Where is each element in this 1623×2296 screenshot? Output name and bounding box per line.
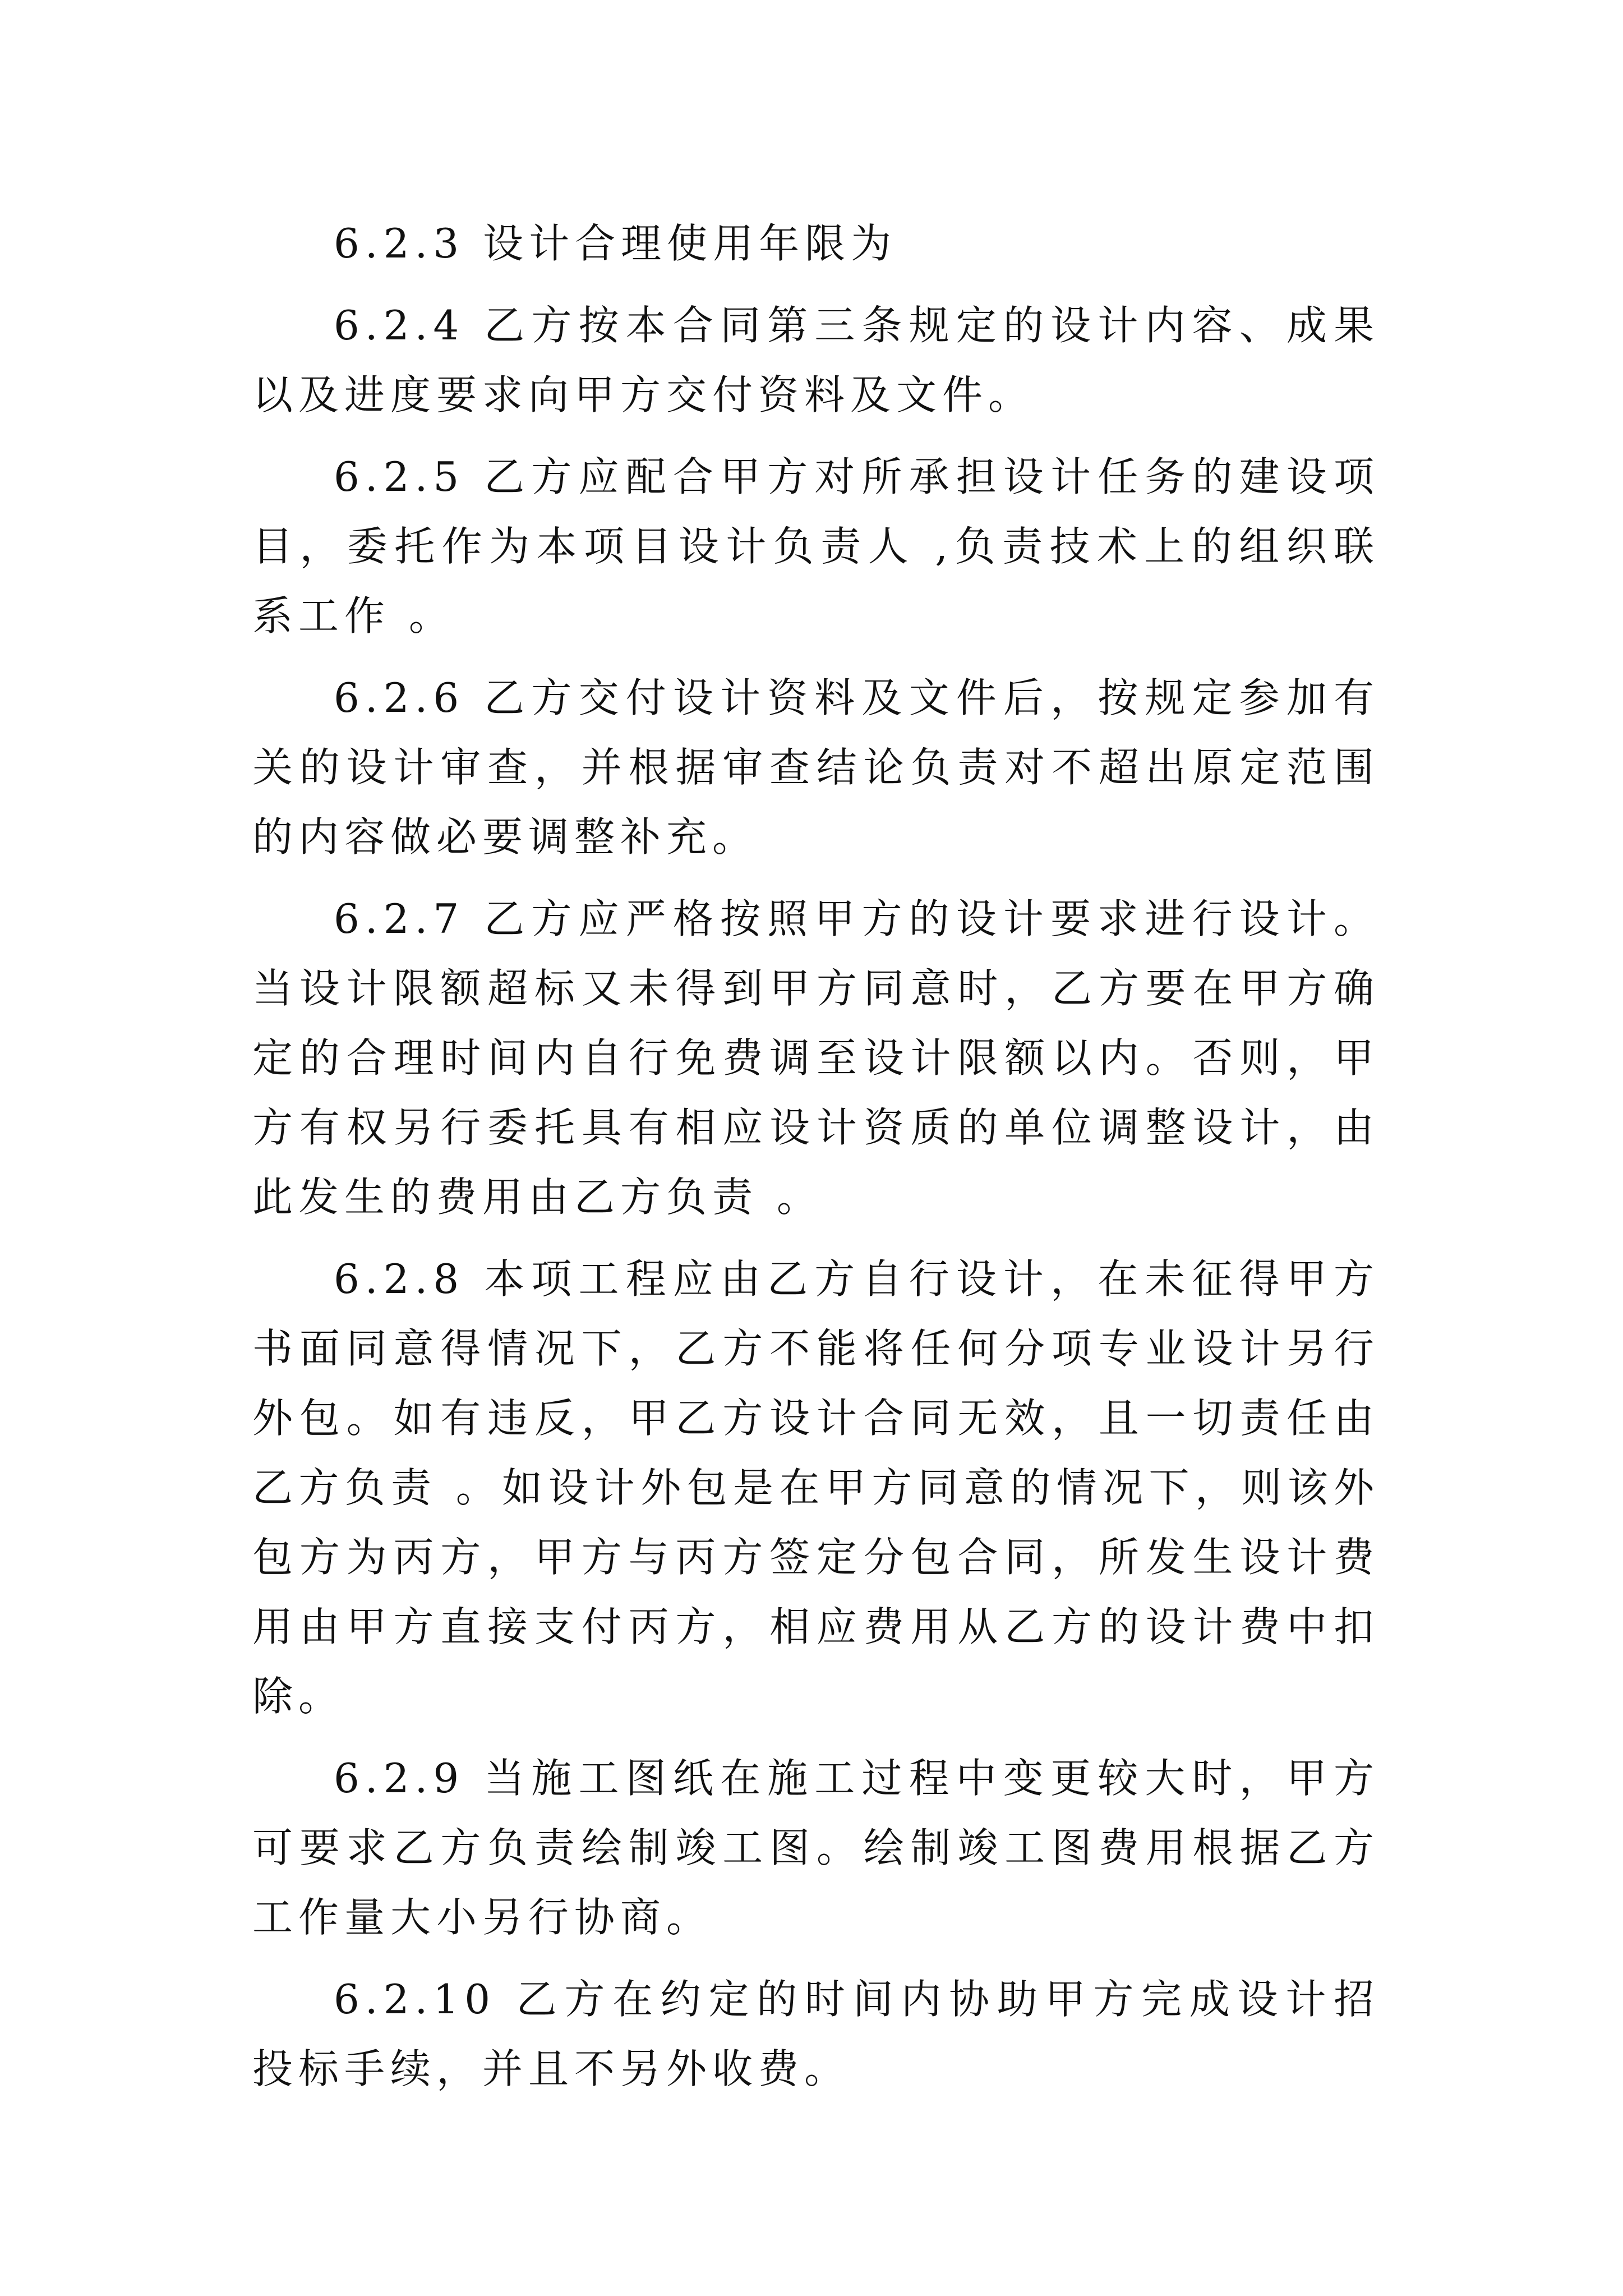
clause-6-2-4: 6.2.4 乙方按本合同第三条规定的设计内容、成果以及进度要求向甲方交付资料及文件。 bbox=[252, 302, 1380, 418]
clause-list bbox=[252, 209, 1380, 2116]
clause-6-2-6: 6.2.6 乙方交付设计资料及文件后，按规定参加有关的设计审查，并根据审查结论负责对不超出原定范围的内容做必要调整补充。 bbox=[252, 674, 1380, 861]
clause-6-2-10: 6.2.10 乙方在约定的时间内协助甲方完成设计招投标手续，并且不另外收费。 bbox=[252, 1976, 1380, 2092]
clause-6-2-3: 6.2.3 设计合理使用年限为 bbox=[334, 220, 897, 267]
clause-6-2-5: 6.2.5 乙方应配合甲方对所承担设计任务的建设项目，委托作为本项目设计负责人 ,负责技术上的组织联系工作 。 bbox=[252, 453, 1380, 639]
clause-6-2-7: 6.2.7 乙方应严格按照甲方的设计要求进行设计。当设计限额超标又未得到甲方同意时，乙方要在甲方确定的合理时间内自行免费调至设计限额以内。否则，甲方有权另行委托具有相应设计资质的单位调整设计，由此发生的费用由乙方负责 。 bbox=[252, 895, 1380, 1221]
clause-6-2-9: 6.2.9 当施工图纸在施工过程中变更较大时，甲方可要求乙方负责绘制竣工图。绘制竣工图费用根据乙方工作量大小另行协商。 bbox=[252, 1755, 1380, 1941]
clause-6-2-8: 6.2.8 本项工程应由乙方自行设计，在未征得甲方书面同意得情况下，乙方不能将任何分项专业设计另行外包。如有违反，甲乙方设计合同无效，且一切责任由乙方负责 。如设计外包是在甲方同意的情况下，则该外包方为丙方，甲方与丙方签定分包合同，所发生设计费用由甲方直接支付丙方，相应费用从乙方的设计费中扣除。 bbox=[252, 1255, 1380, 1720]
